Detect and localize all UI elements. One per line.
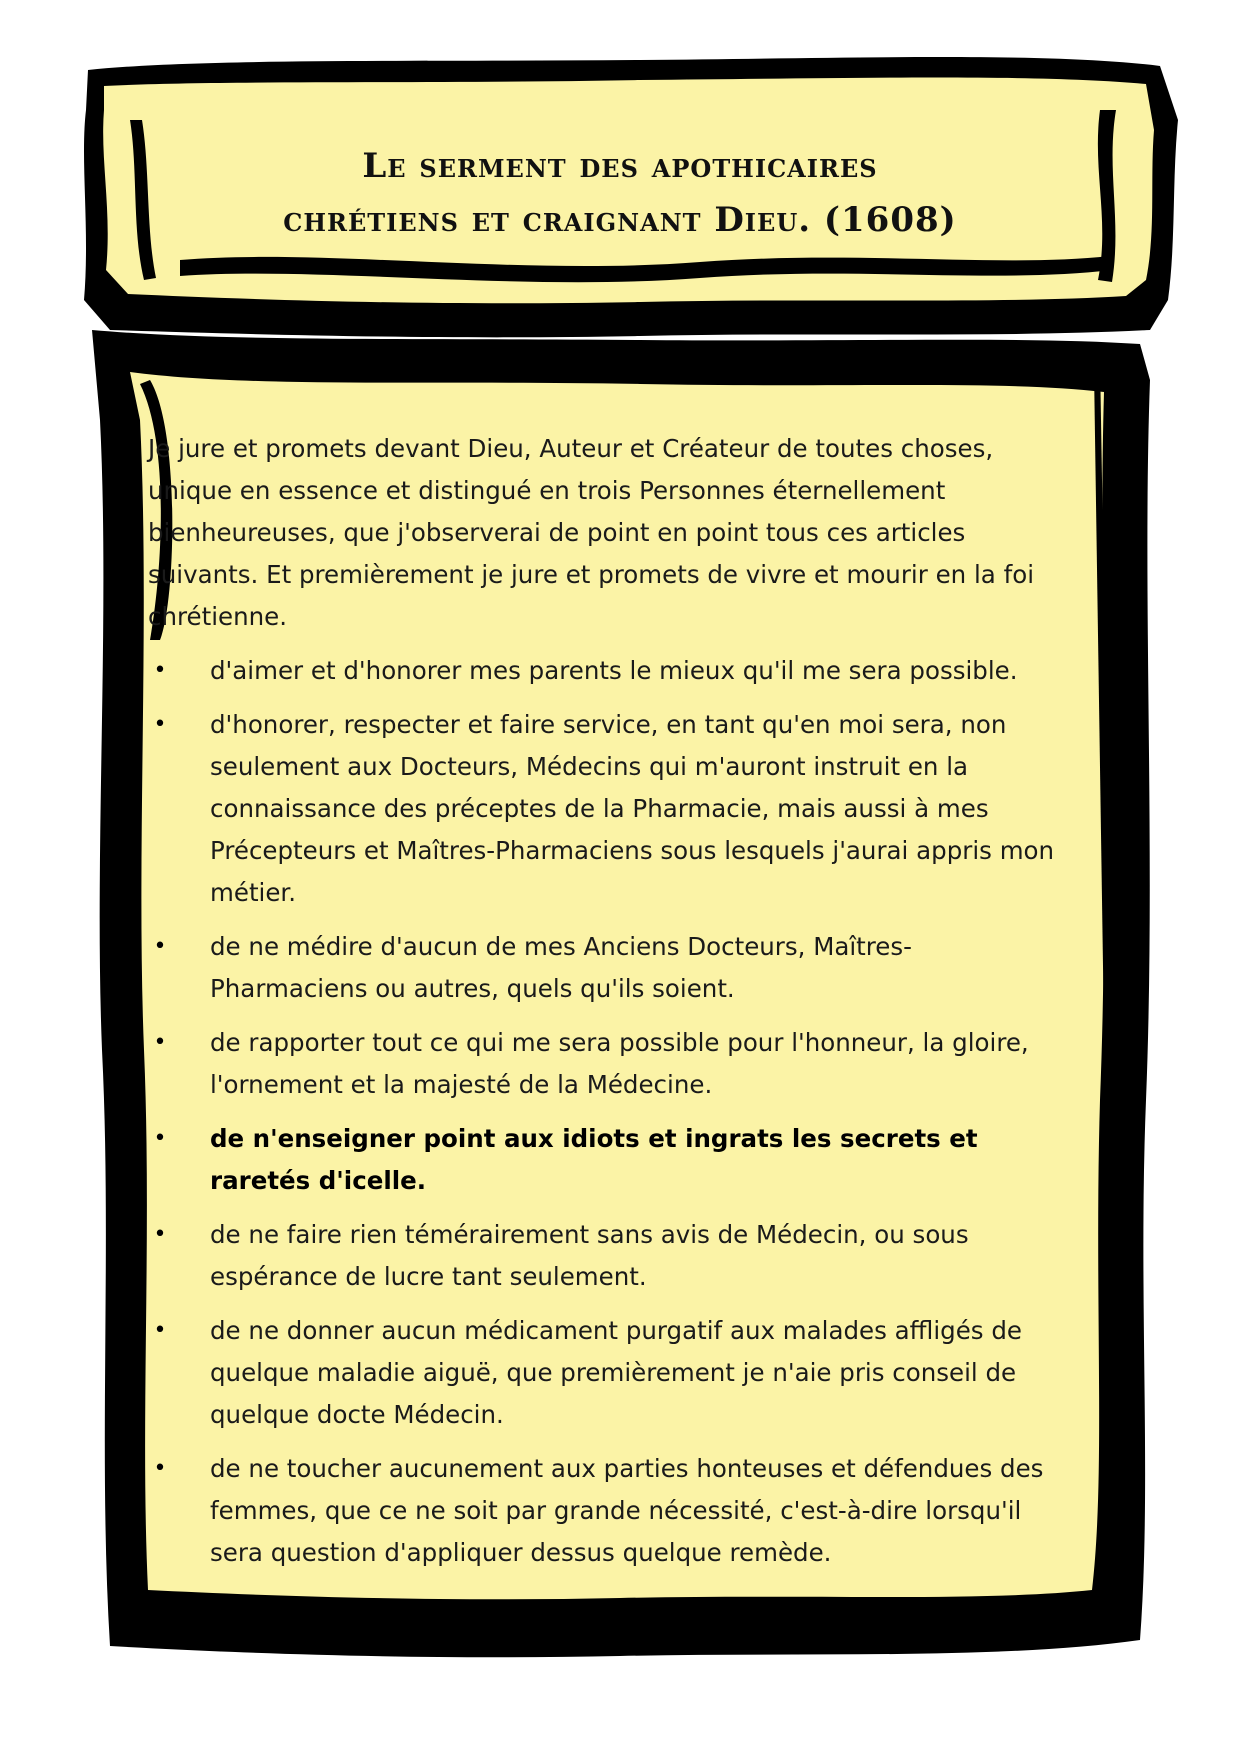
- oath-article-text: d'honorer, respecter et faire service, en tant qu'en moi sera, non seulement aux Docteurs, Médecins qui m'auront instruit en la connaissance des préceptes de la Pharmacie, mais aussi à mes Précepteurs et Maîtres-Pharmaciens sous lesquels j'aurai appris mon métier.: [210, 710, 1055, 907]
- oath-intro-paragraph: Je jure et promets devant Dieu, Auteur et Créateur de toutes choses, unique en essence et distingué en trois Personnes éternellement bienheureuses, que j'observerai de point en point tous ces articles suivants. Et premièrement je jure et promets de vivre et mourir en la foi chrétienne.: [148, 434, 1034, 631]
- bullet-icon: •: [153, 1456, 167, 1481]
- oath-article-text: de ne toucher aucunement aux parties honteuses et défendues des femmes, que ce ne soit par grande nécessité, c'est-à-dire lorsqu'il sera question d'appliquer dessus quelque remède.: [210, 1454, 1044, 1567]
- oath-article: [148, 1118, 1068, 1202]
- oath-article: [148, 650, 1068, 692]
- oath-article-text: d'aimer et d'honorer mes parents le mieux qu'il me sera possible.: [210, 656, 1018, 685]
- bullet-icon: •: [153, 658, 167, 683]
- oath-article-text: de ne faire rien témérairement sans avis de Médecin, ou sous espérance de lucre tant seulement.: [210, 1220, 969, 1291]
- oath-article: [148, 926, 1068, 1010]
- oath-article: [148, 1310, 1068, 1436]
- bullet-icon: •: [153, 1222, 167, 1247]
- oath-article-text: de ne médire d'aucun de mes Anciens Docteurs, Maîtres-Pharmaciens ou autres, quels qu'ils soient.: [210, 932, 912, 1003]
- oath-article-text: de rapporter tout ce qui me sera possible pour l'honneur, la gloire, l'ornement et la majesté de la Médecine.: [210, 1028, 1029, 1099]
- oath-article: [148, 1214, 1068, 1298]
- oath-article: [148, 704, 1068, 914]
- bullet-icon: •: [153, 934, 167, 959]
- oath-article: [148, 1022, 1068, 1106]
- oath-article-text: de ne donner aucun médicament purgatif aux malades affligés de quelque maladie aiguë, que premièrement je n'aie pris conseil de quelque docte Médecin.: [210, 1316, 1022, 1429]
- oath-article-text: de n'enseigner point aux idiots et ingrats les secrets et raretés d'icelle.: [210, 1124, 978, 1195]
- document-title-line-2: chrétiens et craignant Dieu. (1608): [283, 200, 957, 240]
- oath-articles-list: [148, 650, 1068, 1586]
- bullet-icon: •: [153, 1318, 167, 1343]
- bullet-icon: •: [153, 1126, 167, 1151]
- document-title-line-1: Le serment des apothicaires: [362, 146, 878, 186]
- bullet-icon: •: [153, 1030, 167, 1055]
- bullet-icon: •: [153, 712, 167, 737]
- oath-article: [148, 1448, 1068, 1574]
